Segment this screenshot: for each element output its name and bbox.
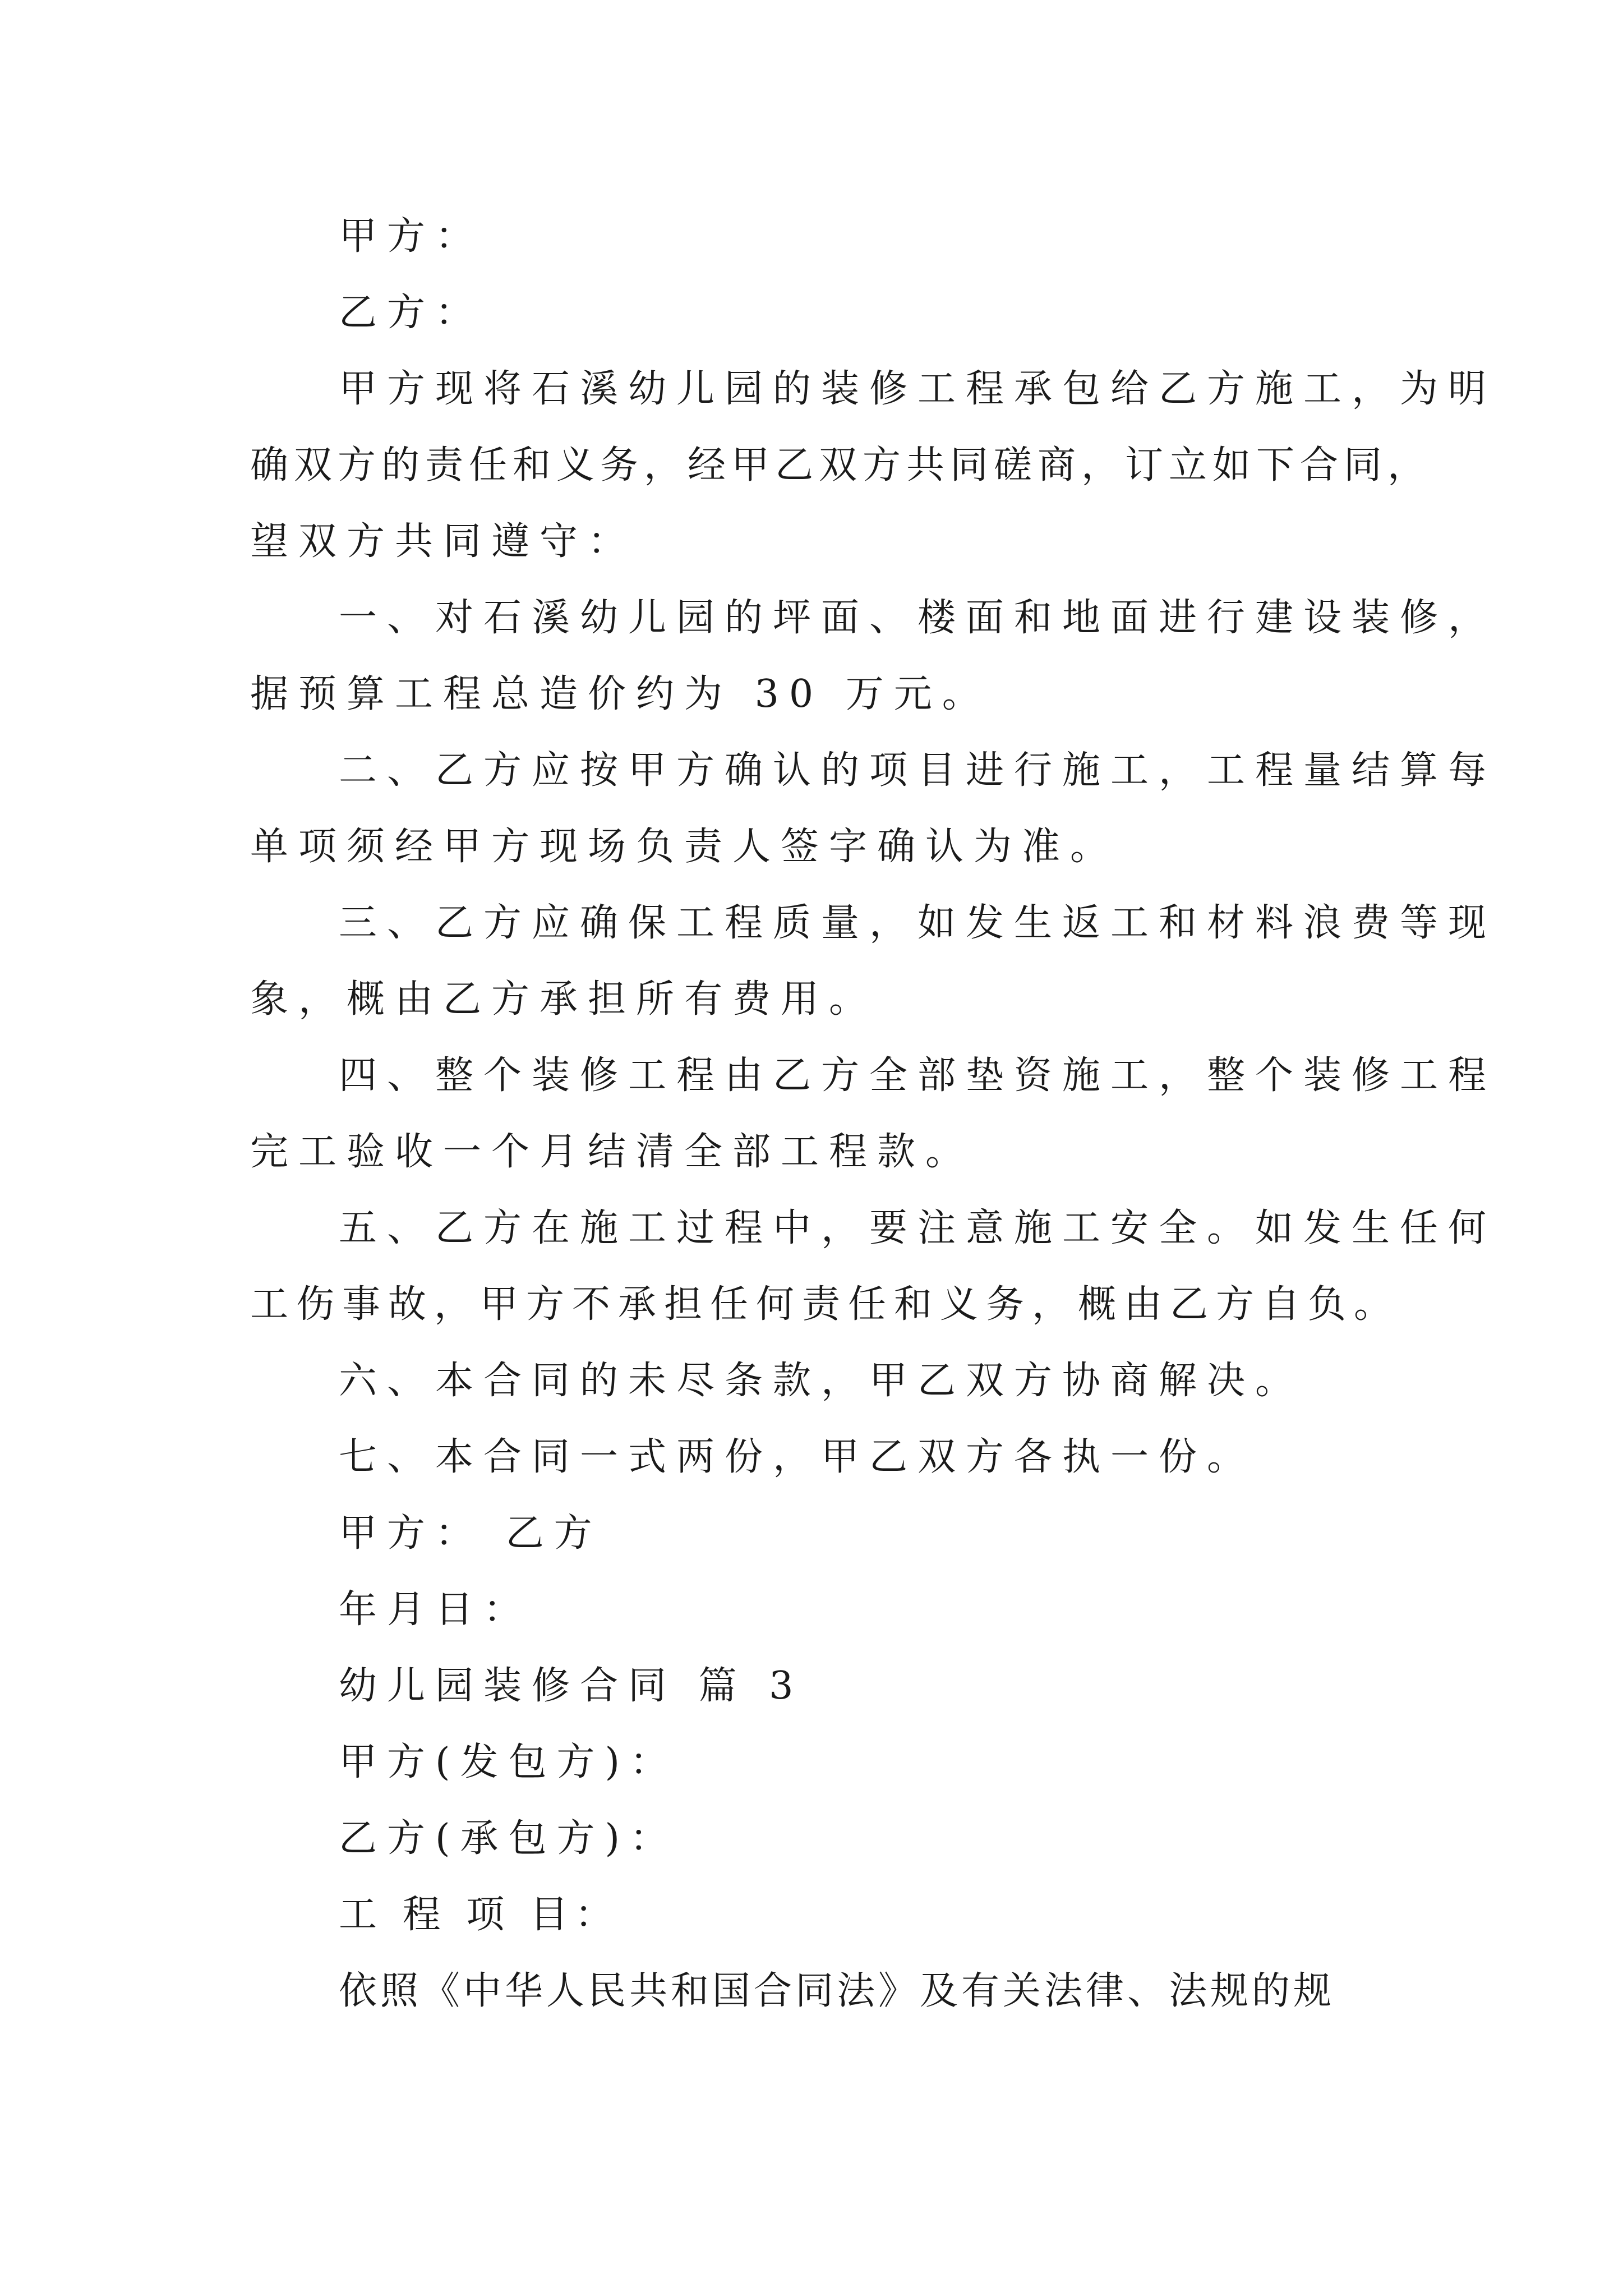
clause-text: 单项须经甲方现场负责人签字确认为准。 <box>250 825 1119 869</box>
clause-text: 一、对石溪幼儿园的坪面、楼面和地面进行建设装修， <box>339 596 1497 640</box>
clause-text: 三、乙方应确保工程质量，如发生返工和材料浪费等现 <box>339 901 1497 945</box>
clause-text: 工伤事故，甲方不承担任何责任和义务，概由乙方自负。 <box>250 1282 1400 1327</box>
project-label: 工 程 项 目： <box>339 1893 620 1937</box>
clause-text: 六、本合同的未尽条款，甲乙双方协商解决。 <box>339 1359 1304 1403</box>
clause-text: 象，概由乙方承担所有费用。 <box>250 977 878 1022</box>
clause-text: 二、乙方应按甲方确认的项目进行施工，工程量结算每 <box>339 748 1497 793</box>
clause-text: 完工验收一个月结清全部工程款。 <box>250 1130 974 1174</box>
clause-text: 四、整个装修工程由乙方全部垫资施工，整个装修工程 <box>339 1053 1497 1098</box>
signature-parties: 甲方： 乙方 <box>339 1511 602 1556</box>
paragraph-text: 甲方现将石溪幼儿园的装修工程承包给乙方施工，为明 <box>339 367 1497 411</box>
contractor-label: 乙方(承包方)： <box>339 1816 679 1861</box>
clause-text: 七、本合同一式两份，甲乙双方各执一份。 <box>339 1435 1256 1479</box>
section-heading: 幼儿园装修合同 篇 3 <box>339 1664 804 1708</box>
employer-label: 甲方(发包方)： <box>339 1740 679 1784</box>
paragraph-text: 依照《中华人民共和国合同法》及有关法律、法规的规 <box>339 1969 1335 2013</box>
clause-text: 五、乙方在施工过程中，要注意施工安全。如发生任何 <box>339 1206 1497 1250</box>
paragraph-text: 确双方的责任和义务，经甲乙双方共同磋商，订立如下合同， <box>250 443 1432 487</box>
party-a-label: 甲方： <box>339 214 484 259</box>
party-b-label: 乙方： <box>339 291 484 335</box>
paragraph-text: 望双方共同遵守： <box>250 519 637 564</box>
date-label: 年月日： <box>339 1588 532 1632</box>
clause-text: 据预算工程总造价约为 30 万元。 <box>250 672 990 716</box>
